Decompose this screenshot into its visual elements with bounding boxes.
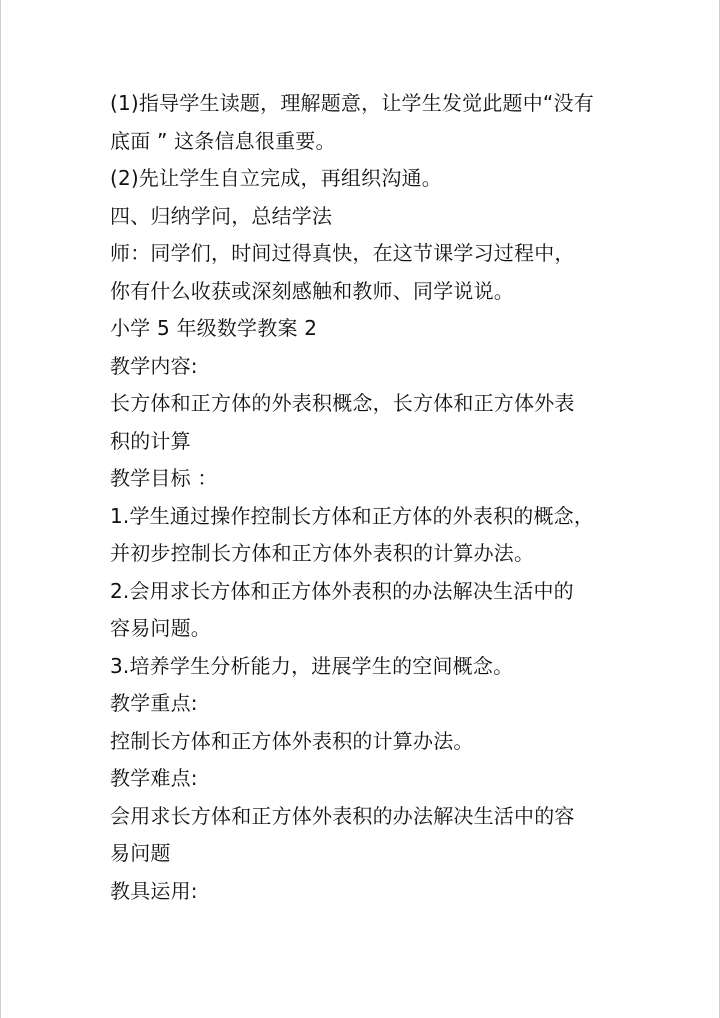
section-heading: 教学内容: (110, 353, 198, 378)
text-line: 底面 ” 这条信息很重要。 (110, 128, 336, 153)
document-body (110, 85, 620, 910)
section-heading: 四、归纳学问，总结学法 (110, 203, 333, 228)
text-line: 控制长方体和正方体外表积的计算办法。 (110, 728, 474, 753)
text-line: 师：同学们，时间过得真快，在这节课学习过程中， (110, 241, 575, 265)
text-line: 并初步控制长方体和正方体外表积的计算办法。 (110, 541, 535, 565)
text-line: 会用求长方体和正方体外表积的办法解决生活中的容 (110, 803, 575, 828)
text-line: (1)指导学生读题，理解题意，让学生发觉此题中“没有 (110, 91, 594, 115)
text-line: 1.学生通过操作控制长方体和正方体的外表积的概念， (110, 503, 595, 528)
text-line: 容易问题。 (110, 616, 211, 640)
text-line: 易问题 (110, 841, 171, 865)
text-line: 3.培养学生分析能力，进展学生的空间概念。 (110, 653, 514, 678)
text-line: 2.会用求长方体和正方体外表积的办法解决生活中的 (110, 578, 574, 603)
text-line: (2)先让学生自立完成，再组织沟通。 (110, 166, 442, 190)
document-title: 小学 5 年级数学教案 2 (110, 316, 318, 340)
section-heading: 教具运用: (110, 878, 198, 903)
text-line: 积的计算 (110, 428, 191, 453)
text-line: 长方体和正方体的外表积概念，长方体和正方体外表 (110, 391, 575, 415)
section-heading: 教学难点: (110, 766, 198, 790)
text-line: 你有什么收获或深刻感触和教师、同学说说。 (110, 278, 514, 303)
section-heading: 教学重点: (110, 691, 198, 715)
section-heading: 教学目标 ： (110, 466, 218, 490)
